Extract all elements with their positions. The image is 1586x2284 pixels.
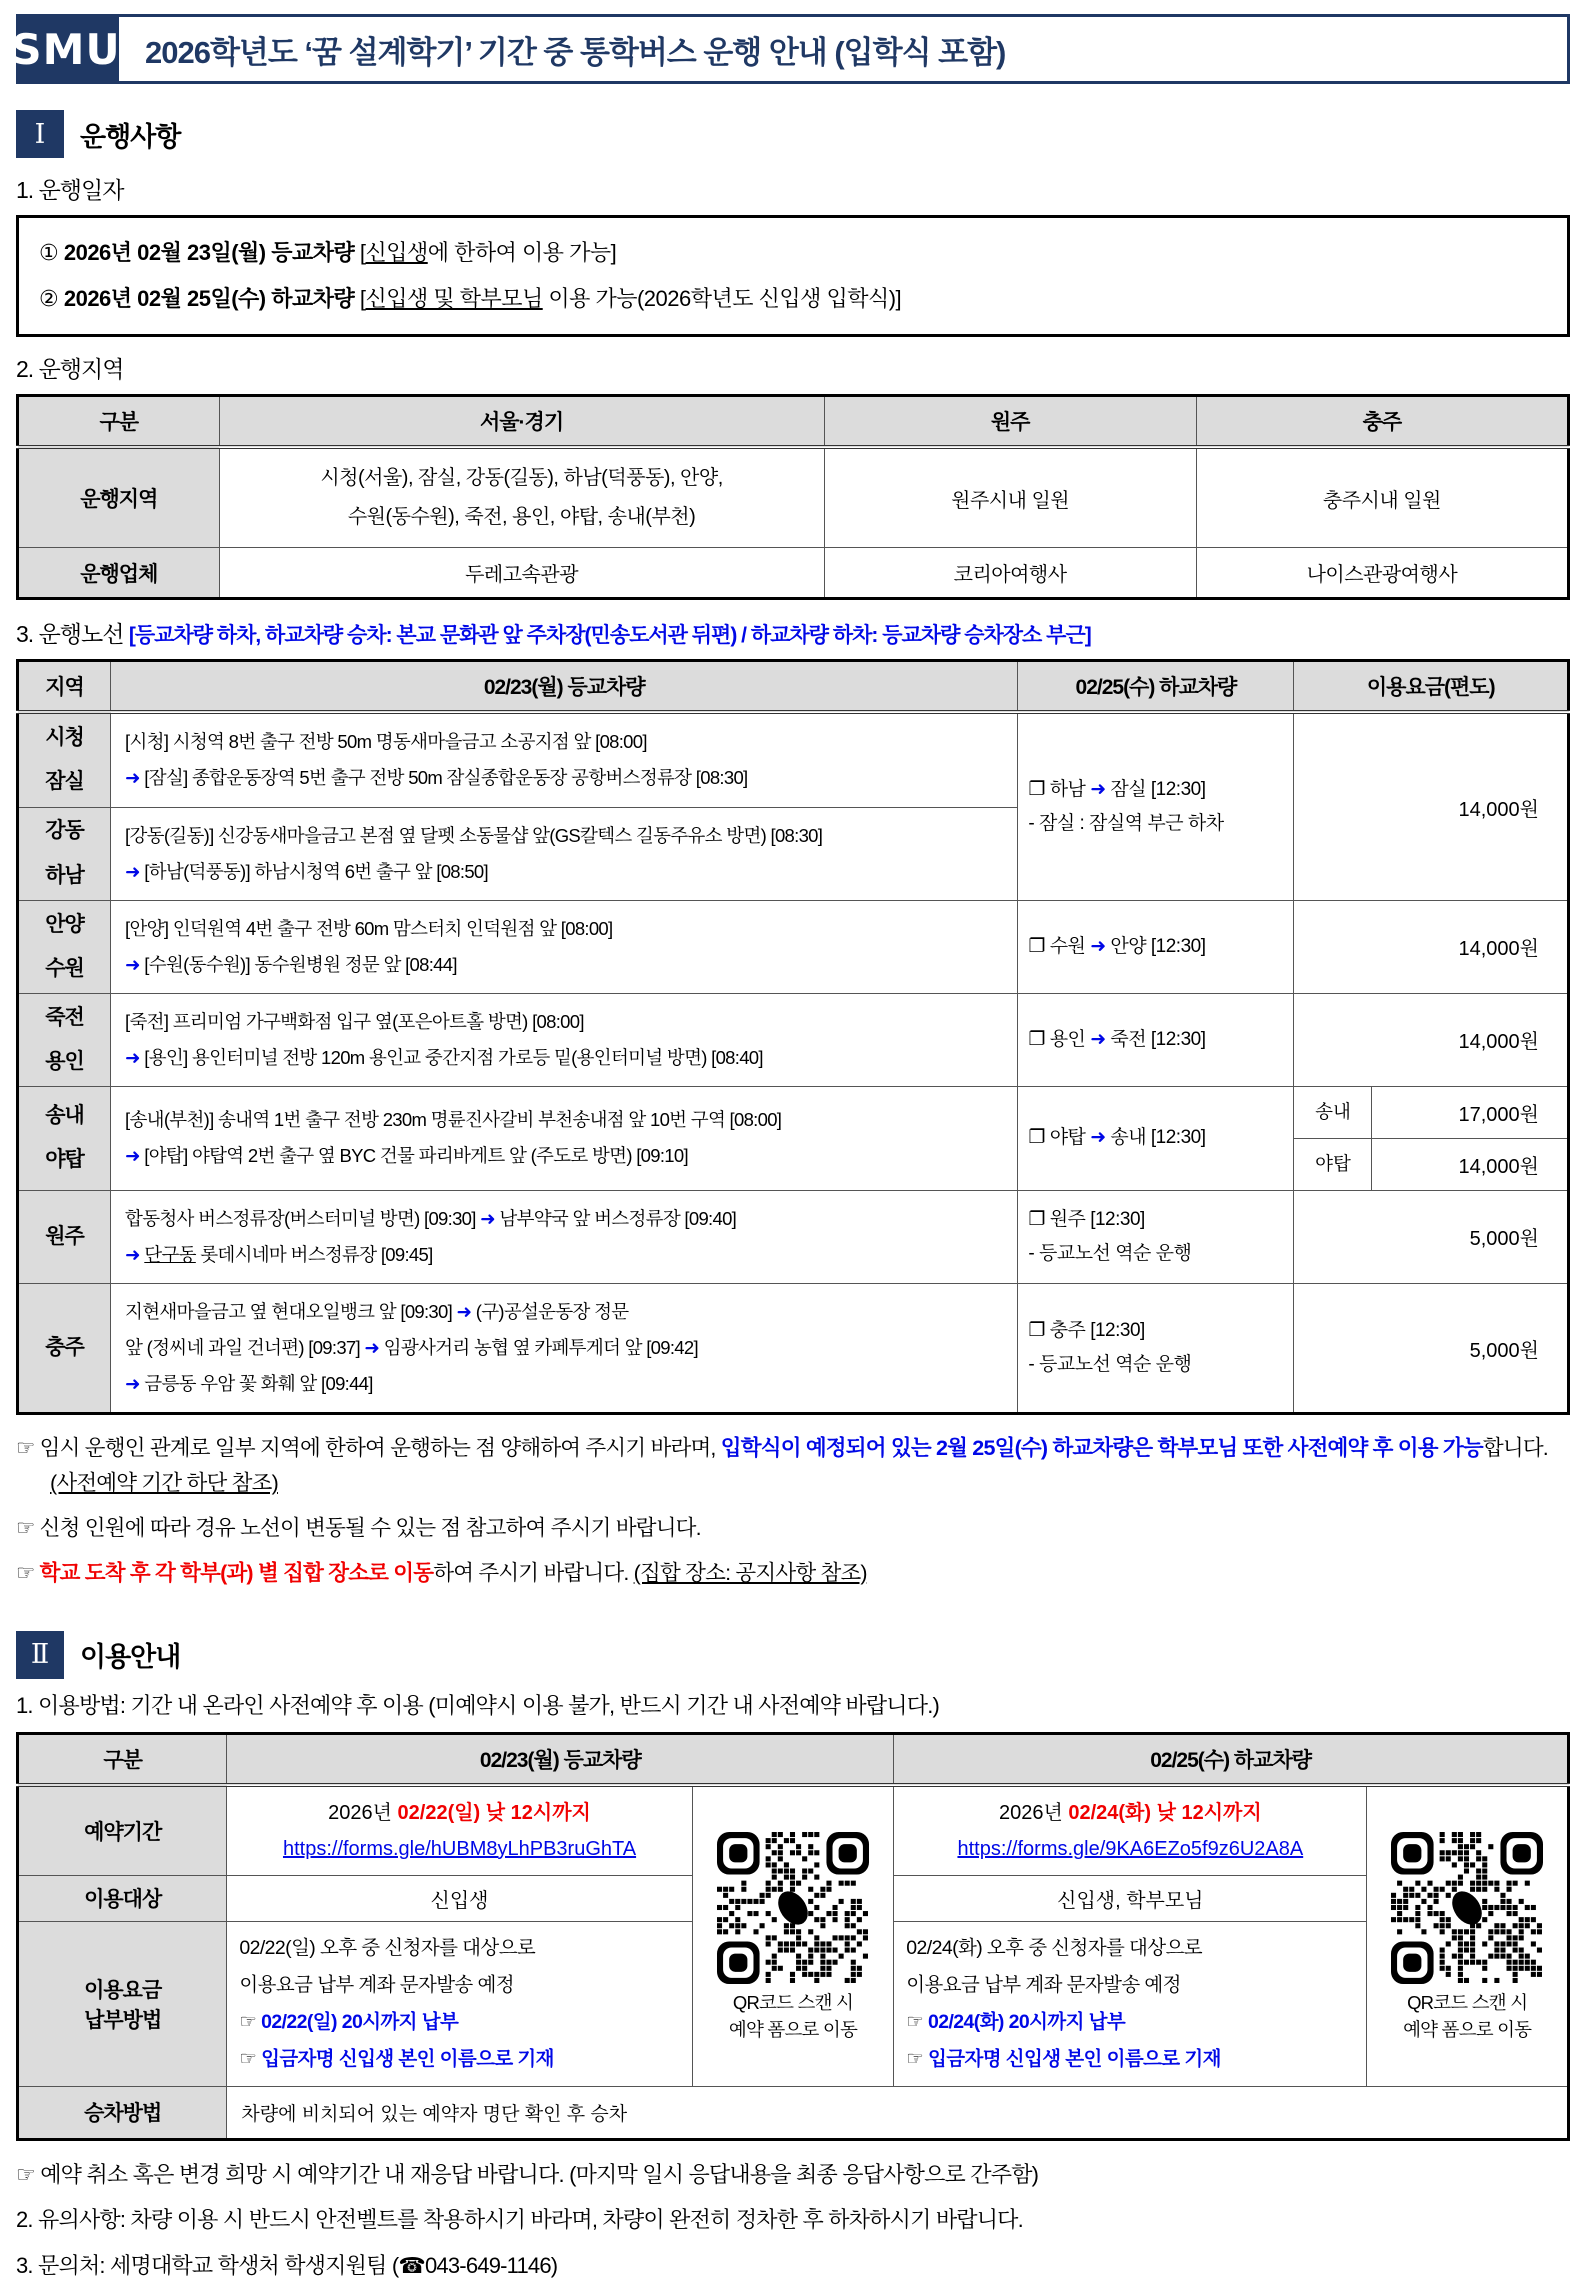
bottom-note-2: 2. 유의사항: 차량 이용 시 반드시 안전벨트를 착용하시기 바라며, 차량이 완전히 정차한 후 하차하시기 바랍니다. <box>16 2207 1023 2233</box>
usage-col-header: 02/25(수) 하교차량 <box>894 1733 1569 1785</box>
route-col-header: 02/23(월) 등교차량 <box>111 661 1018 713</box>
route-fee-cell: 14,000원 <box>1294 900 1569 993</box>
route-morning-cell: 지현새마을금고 옆 현대오일뱅크 앞 [09:30] ➜ (구)공설운동장 정문 앞 (정씨네 과일 건너편) [09:37] ➜ 임광사거리 농협 옆 카페투게더 앞 [09:42] ➜ 금릉동 우암 꽃 화훼 앞 [09:44] <box>111 1284 1018 1414</box>
route-note-2: ☞ 신청 인원에 따라 경유 노선이 변동될 수 있는 점 참고하여 주시기 바랍니다. <box>16 1515 701 1540</box>
company-chungju-cell: 나이스관광여행사 <box>1196 548 1568 599</box>
route-heading-note: [등교차량 하차, 하교차량 승차: 본교 문화관 앞 주차장(민송도서관 뒤편) / 하교차량 하차: 등교차량 승차장소 부근] <box>128 624 1091 648</box>
fee-split-value: 17,000원 <box>1372 1087 1567 1139</box>
qr-cell-morning <box>692 1785 894 2087</box>
route-region-cell: 강동 하남 <box>18 807 111 900</box>
fee-split-label: 야탑 <box>1294 1139 1372 1190</box>
usage-method-line: 1. 이용방법: 기간 내 온라인 사전예약 후 이용 (미예약시 이용 불가, 반드시 기간 내 사전예약 바랍니다.) <box>16 1692 940 1718</box>
qr-code <box>1391 1832 1543 1990</box>
qr-code <box>717 1832 869 1990</box>
reserve-afternoon-cell: 2026년 02/24(화) 낮 12시까지 https://forms.gle/9KA6EZo5f9z6U2A8A <box>894 1785 1367 1876</box>
route-fee-cell: 14,000원 <box>1294 712 1569 900</box>
route-fee-cell: 14,000원 <box>1294 993 1569 1086</box>
usage-col-header: 02/23(월) 등교차량 <box>227 1733 894 1785</box>
route-col-header: 지역 <box>18 661 111 713</box>
qr-caption: 예약 폼으로 이동 <box>1403 2019 1532 2041</box>
route-col-header: 이용요금(편도) <box>1294 661 1569 713</box>
boarding-cell: 차량에 비치되어 있는 예약자 명단 확인 후 승차 <box>227 2086 1569 2139</box>
route-note-1: ☞ 임시 운행인 관계로 일부 지역에 한하여 운행하는 점 양해하여 주시기 바라며, 입학식이 예정되어 있는 2월 25일(수) 하교차량은 학부모님 또한 사전예약 후 이용 가능합니다. (사전예약 기간 하단 참조) <box>16 1436 1548 1496</box>
reserve-row-label: 예약기간 <box>18 1785 227 1876</box>
route-morning-cell: [시청] 시청역 8번 출구 전방 50m 명동새마을금고 소공지점 앞 [08:00] ➜ [잠실] 종합운동장역 5번 출구 전방 50m 잠실종합운동장 공항버스정류장 [08:30] <box>111 712 1018 807</box>
region-col-header: 서울·경기 <box>219 396 824 448</box>
bottom-notes <box>16 2157 1570 2284</box>
route-row-wonju <box>18 1190 1569 1283</box>
section2-badge: Ⅱ <box>16 1631 64 1679</box>
route-afternoon-cell: ❐ 야탑 ➜ 송내 [12:30] <box>1018 1086 1294 1190</box>
route-afternoon-cell: ❐ 수원 ➜ 안양 [12:30] <box>1018 900 1294 993</box>
title-box <box>116 14 1570 84</box>
area-row-label: 운행지역 <box>18 447 220 548</box>
qr-caption: QR코드 스캔 시 <box>732 1992 854 2014</box>
bottom-note-1: ☞ 예약 취소 혹은 변경 희망 시 예약기간 내 재응답 바랍니다. (마지막 일시 응답내용을 최종 응답사항으로 간주함) <box>16 2161 1039 2187</box>
route-afternoon-cell: ❐ 충주 [12:30] - 등교노선 역순 운행 <box>1018 1284 1294 1414</box>
target-morning-cell: 신입생 <box>227 1875 692 1921</box>
company-row-label: 운행업체 <box>18 548 220 599</box>
route-region-cell: 죽전 용인 <box>18 993 111 1086</box>
company-wonju-cell: 코리아여행사 <box>824 548 1196 599</box>
qr-caption: QR코드 스캔 시 <box>1407 1992 1528 2014</box>
route-row-jukjeon-yongin <box>18 993 1569 1086</box>
fee-split-label: 송내 <box>1294 1087 1372 1139</box>
region-col-header: 구분 <box>18 396 220 448</box>
area-chungju-cell: 충주시내 일원 <box>1196 447 1568 548</box>
reserve-morning-cell: 2026년 02/22(일) 낮 12시까지 https://forms.gle/hUBM8yLhPB3ruGhTA <box>227 1785 692 1876</box>
route-morning-cell: 합동청사 버스정류장(버스터미널 방면) [09:30] ➜ 남부약국 앞 버스정류장 [09:40] ➜ 단구동 롯데시네마 버스정류장 [09:45] <box>111 1190 1018 1283</box>
usage-row-boarding <box>18 2086 1569 2139</box>
route-afternoon-cell: ❐ 하남 ➜ 잠실 [12:30] - 잠실 : 잠실역 부근 하차 <box>1018 712 1294 900</box>
route-region-cell: 안양 수원 <box>18 900 111 993</box>
payment-row-label: 이용요금 납부방법 <box>18 1921 227 2086</box>
route-afternoon-cell: ❐ 원주 [12:30] - 등교노선 역순 운행 <box>1018 1190 1294 1283</box>
route-notes <box>16 1431 1570 1590</box>
route-region-cell: 원주 <box>18 1190 111 1283</box>
route-row-songnae-yatap <box>18 1086 1569 1190</box>
route-morning-cell: [안양] 인덕원역 4번 출구 전방 60m 맘스터치 인덕원점 앞 [08:00] ➜ [수원(동수원)] 동수원병원 정문 앞 [08:44] <box>111 900 1018 993</box>
route-heading-text: 3. 운행노선 <box>16 621 124 648</box>
bottom-note-3: 3. 문의처: 세명대학교 학생처 학생지원팀 (☎043-649-1146) <box>16 2252 558 2278</box>
route-col-header: 02/25(수) 하교차량 <box>1018 661 1294 713</box>
payment-morning-cell: 02/22(일) 오후 중 신청자를 대상으로 이용요금 납부 계좌 문자발송 예정 ☞ 02/22(일) 20시까지 납부 ☞ 입금자명 신입생 본인 이름으로 기재 <box>227 1921 692 2086</box>
region-heading: 2. 운행지역 <box>16 356 124 383</box>
dates-heading: 1. 운행일자 <box>16 177 124 203</box>
route-region-cell: 충주 <box>18 1284 111 1414</box>
title-bar <box>11 14 1570 84</box>
fee-split-value: 14,000원 <box>1458 1155 1539 1178</box>
qr-cell-afternoon <box>1367 1785 1569 2087</box>
region-table <box>16 394 1570 600</box>
reservation-link-morning[interactable]: https://forms.gle/hUBM8yLhPB3ruGhTA <box>282 1837 637 1860</box>
date-line-2: ② 2026년 02월 25일(수) 하교차량 [신입생 및 학부모님 이용 가능(2026학년도 신입생 입학식)] <box>39 286 902 312</box>
payment-afternoon-cell: 02/24(화) 오후 중 신청자를 대상으로 이용요금 납부 계좌 문자발송 예정 ☞ 02/24(화) 20시까지 납부 ☞ 입금자명 신입생 본인 이름으로 기재 <box>894 1921 1367 2086</box>
usage-row-reserve <box>18 1785 1569 1876</box>
boarding-row-label: 승차방법 <box>18 2086 227 2139</box>
qr-caption: 예약 폼으로 이동 <box>728 2019 858 2041</box>
route-heading <box>16 616 1570 649</box>
date-line-1: ① 2026년 02월 23일(월) 등교차량 [신입생에 한하여 이용 가능] <box>39 240 617 265</box>
page-title: 2026학년도 ‘꿈 설계학기’ 기간 중 통학버스 운행 안내 (입학식 포함) <box>145 34 1006 70</box>
route-fee-cell: 5,000원 <box>1294 1284 1569 1414</box>
route-row-anyang-suwon <box>18 900 1569 993</box>
route-morning-cell: [죽전] 프리미엄 가구백화점 입구 옆(포은아트홀 방면) [08:00] ➜ [용인] 용인터미널 전방 120m 용인교 중간지점 가로등 밑(용인터미널 방면) [08:40] <box>111 993 1018 1086</box>
area-wonju-cell: 원주시내 일원 <box>824 447 1196 548</box>
route-table <box>16 659 1570 1415</box>
table-row <box>18 447 1569 548</box>
route-fee-cell: 5,000원 <box>1294 1190 1569 1283</box>
region-col-header: 충주 <box>1196 396 1568 448</box>
route-morning-cell: [송내(부천)] 송내역 1번 출구 전방 230m 명륜진사갈비 부천송내점 앞 10번 구역 [08:00] ➜ [야탑] 야탑역 2번 출구 옆 BYC 건물 파리바게트 앞 (주도로 방면) [09:10] <box>111 1086 1018 1190</box>
area-seoul-cell <box>219 447 824 548</box>
section2-title: 이용안내 <box>80 1642 181 1672</box>
table-row <box>18 548 1569 599</box>
route-note-3: ☞ 학교 도착 후 각 학부(과) 별 집합 장소로 이동하여 주시기 바랍니다. (집합 장소: 공지사항 참조) <box>16 1560 867 1585</box>
target-afternoon-cell: 신입생, 학부모님 <box>894 1875 1367 1921</box>
section1-title: 운행사항 <box>80 121 181 152</box>
dates-box <box>16 215 1570 337</box>
route-row-sicheong-jamsil <box>18 712 1569 807</box>
usage-table <box>16 1732 1570 2141</box>
usage-col-header: 구분 <box>18 1733 227 1785</box>
route-afternoon-cell: ❐ 용인 ➜ 죽전 [12:30] <box>1018 993 1294 1086</box>
area-seoul-line: 시청(서울), 잠실, 강동(길동), 하남(덕풍동), 안양, <box>320 467 723 490</box>
region-col-header: 원주 <box>824 396 1196 448</box>
route-row-chungju <box>18 1284 1569 1414</box>
route-region-cell: 시청 잠실 <box>18 712 111 807</box>
route-fee-split-cell <box>1294 1086 1569 1190</box>
smu-logo: SMU <box>16 14 116 84</box>
company-seoul-cell: 두레고속관광 <box>219 548 824 599</box>
section1-header <box>16 110 1570 158</box>
route-region-cell: 송내 야탑 <box>18 1086 111 1190</box>
section1-badge: Ⅰ <box>16 110 64 158</box>
route-morning-cell: [강동(길동)] 신강동새마을금고 본점 옆 달펫 소동물샵 앞(GS칼텍스 길동주유소 방면) [08:30] ➜ [하남(덕풍동)] 하남시청역 6번 출구 앞 [08:50] <box>111 807 1018 900</box>
section2-header <box>16 1631 1570 1679</box>
area-seoul-line: 수원(동수원), 죽전, 용인, 야탑, 송내(부천) <box>347 506 696 529</box>
target-row-label: 이용대상 <box>18 1875 227 1921</box>
reservation-link-afternoon[interactable]: https://forms.gle/9KA6EZo5f9z6U2A8A <box>957 1837 1304 1860</box>
